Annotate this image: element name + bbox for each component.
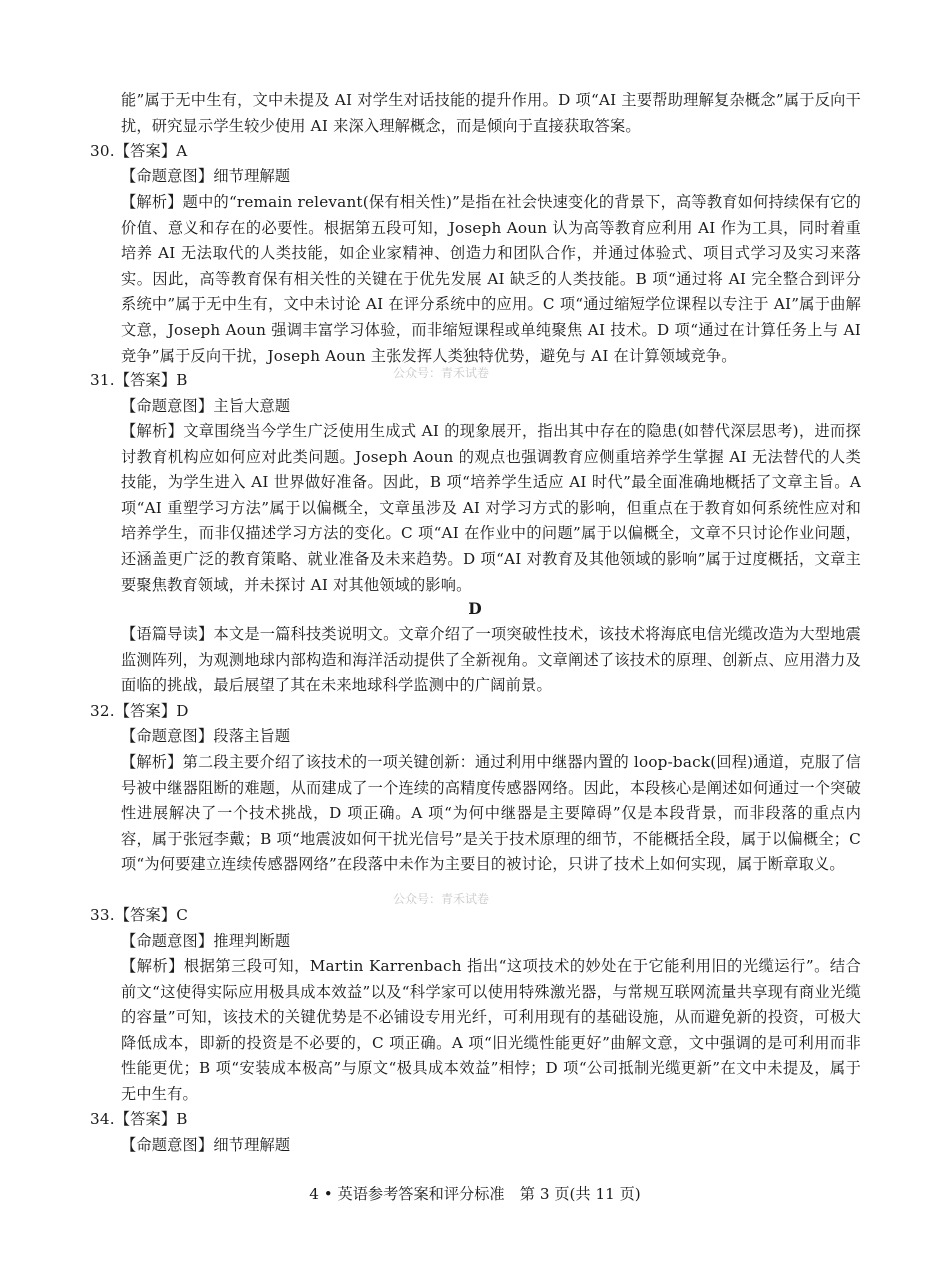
q32-intent: 【命题意图】段落主旨题: [121, 727, 291, 745]
q30-intent: 【命题意图】细节理解题: [121, 167, 291, 185]
q34-answer: 34.【答案】B: [90, 1110, 188, 1128]
q33-analysis: 【解析】根据第三段可知，Martin Karrenbach 指出“这项技术的妙处在于它能利用旧的光缆运行”。结合前文“这使得实际应用极具成本效益”以及“科学家可以使用特殊激光器，与常规互联网流量共享现有商业光缆的容量”可知，该技术的关键优势是不必铺设专用光纤，可利用现有的基础设施，从而避免新的投资，可极大降低成本，即新的投资是不必要的，C 项正确。A 项“旧光缆性能更好”曲解文意，文中强调的是可利用而非性能更优；B 项“安装成本极高”与原文“极具成本效益”相悖；D 项“公司抵制光缆更新”在文中未提及，属于无中生有。: [121, 957, 861, 1103]
q32-analysis: 【解析】第二段主要介绍了该技术的一项关键创新：通过利用中继器内置的 loop-back(回程)通道，克服了信号被中继器阻断的难题，从而建成了一个连续的高精度传感器网络。因此，本段核心是阐述如何通过一个突破性进展解决了一个技术挑战，D 项正确。A 项“为何中继器是主要障碍”仅是本段背景，而非段落的重点内容，属于张冠李戴；B 项“地震波如何干扰光信号”是关于技术原理的细节，不能概括全段，属于以偏概全；C 项“为何要建立连续传感器网络”在段落中未作为主要目的被讨论，只讲了技术上如何实现，属于断章取义。: [121, 753, 861, 874]
page-footer: 4 • 英语参考答案和评分标准 第 3 页(共 11 页): [309, 1185, 641, 1203]
q31-intent: 【命题意图】主旨大意题: [121, 397, 291, 415]
q30-analysis: 【解析】题中的“remain relevant(保有相关性)”是指在社会快速变化的背景下，高等教育如何持续保有它的价值、意义和存在的必要性。根据第五段可知，Joseph Aoun 认为高等教育应利用 AI 作为工具，同时着重培养 AI 无法取代的人类技能，如企业家精神、创造力和团队合作，并通过体验式、项目式学习及实习来落实。因此，高等教育保有相关性的关键在于优先发展 AI 缺乏的人类技能。B 项“通过将 AI 完全整合到评分系统中”属于无中生有，文中未讨论 AI 在评分系统中的应用。C 项“通过缩短学位课程以专注于 AI”属于曲解文意，Joseph Aoun 强调丰富学习体验，而非缩短课程或单纯聚焦 AI 技术。D 项“通过在计算任务上与 AI 竞争”属于反向干扰，Joseph Aoun 主张发挥人类独特优势，避免与 AI 在计算领域竞争。: [121, 193, 861, 365]
section-d-heading: D: [468, 599, 482, 618]
q32-answer: 32.【答案】D: [90, 702, 189, 720]
q31-analysis: 【解析】文章围绕当今学生广泛使用生成式 AI 的现象展开，指出其中存在的隐患(如替代深层思考)，进而探讨教育机构应如何应对此类问题。Joseph Aoun 的观点也强调教育应侧重培养学生掌握 AI 无法替代的人类技能，为学生进入 AI 世界做好准备。因此，B 项“培养学生适应 AI 时代”最全面准确地概括了文章主旨。A 项“AI 重塑学习方法”属于以偏概全，文章虽涉及 AI 对学习方式的影响，但重点在于教育如何系统性应对和培养学生，而非仅描述学习方法的变化。C 项“AI 在作业中的问题”属于以偏概全，文章不只讨论作业问题，还涵盖更广泛的教育策略、就业准备及未来趋势。D 项“AI 对教育及其他领域的影响”属于过度概括，文章主要聚焦教育领域，并未探讨 AI 对其他领域的影响。: [121, 422, 861, 594]
q30-answer: 30.【答案】A: [90, 142, 188, 160]
q33-answer: 33.【答案】C: [90, 906, 189, 924]
watermark-2: 公众号：青禾试卷: [393, 892, 490, 906]
watermark-1: 公众号：青禾试卷: [393, 366, 490, 380]
q33-intent: 【命题意图】推理判断题: [121, 932, 291, 950]
q34-intent: 【命题意图】细节理解题: [121, 1136, 291, 1154]
section-d-guide: 【语篇导读】本文是一篇科技类说明文。文章介绍了一项突破性技术，该技术将海底电信光缆改造为大型地震监测阵列，为观测地球内部构造和海洋活动提供了全新视角。文章阐述了该技术的原理、创新点、应用潜力及面临的挑战，最后展望了其在未来地球科学监测中的广阔前景。: [121, 625, 861, 695]
q31-answer: 31.【答案】B: [90, 371, 188, 389]
intro-paragraph: 能”属于无中生有，文中未提及 AI 对学生对话技能的提升作用。D 项“AI 主要帮助理解复杂概念”属于反向干扰，研究显示学生较少使用 AI 来深入理解概念，而是倾向于直接获取答案。: [121, 91, 861, 135]
